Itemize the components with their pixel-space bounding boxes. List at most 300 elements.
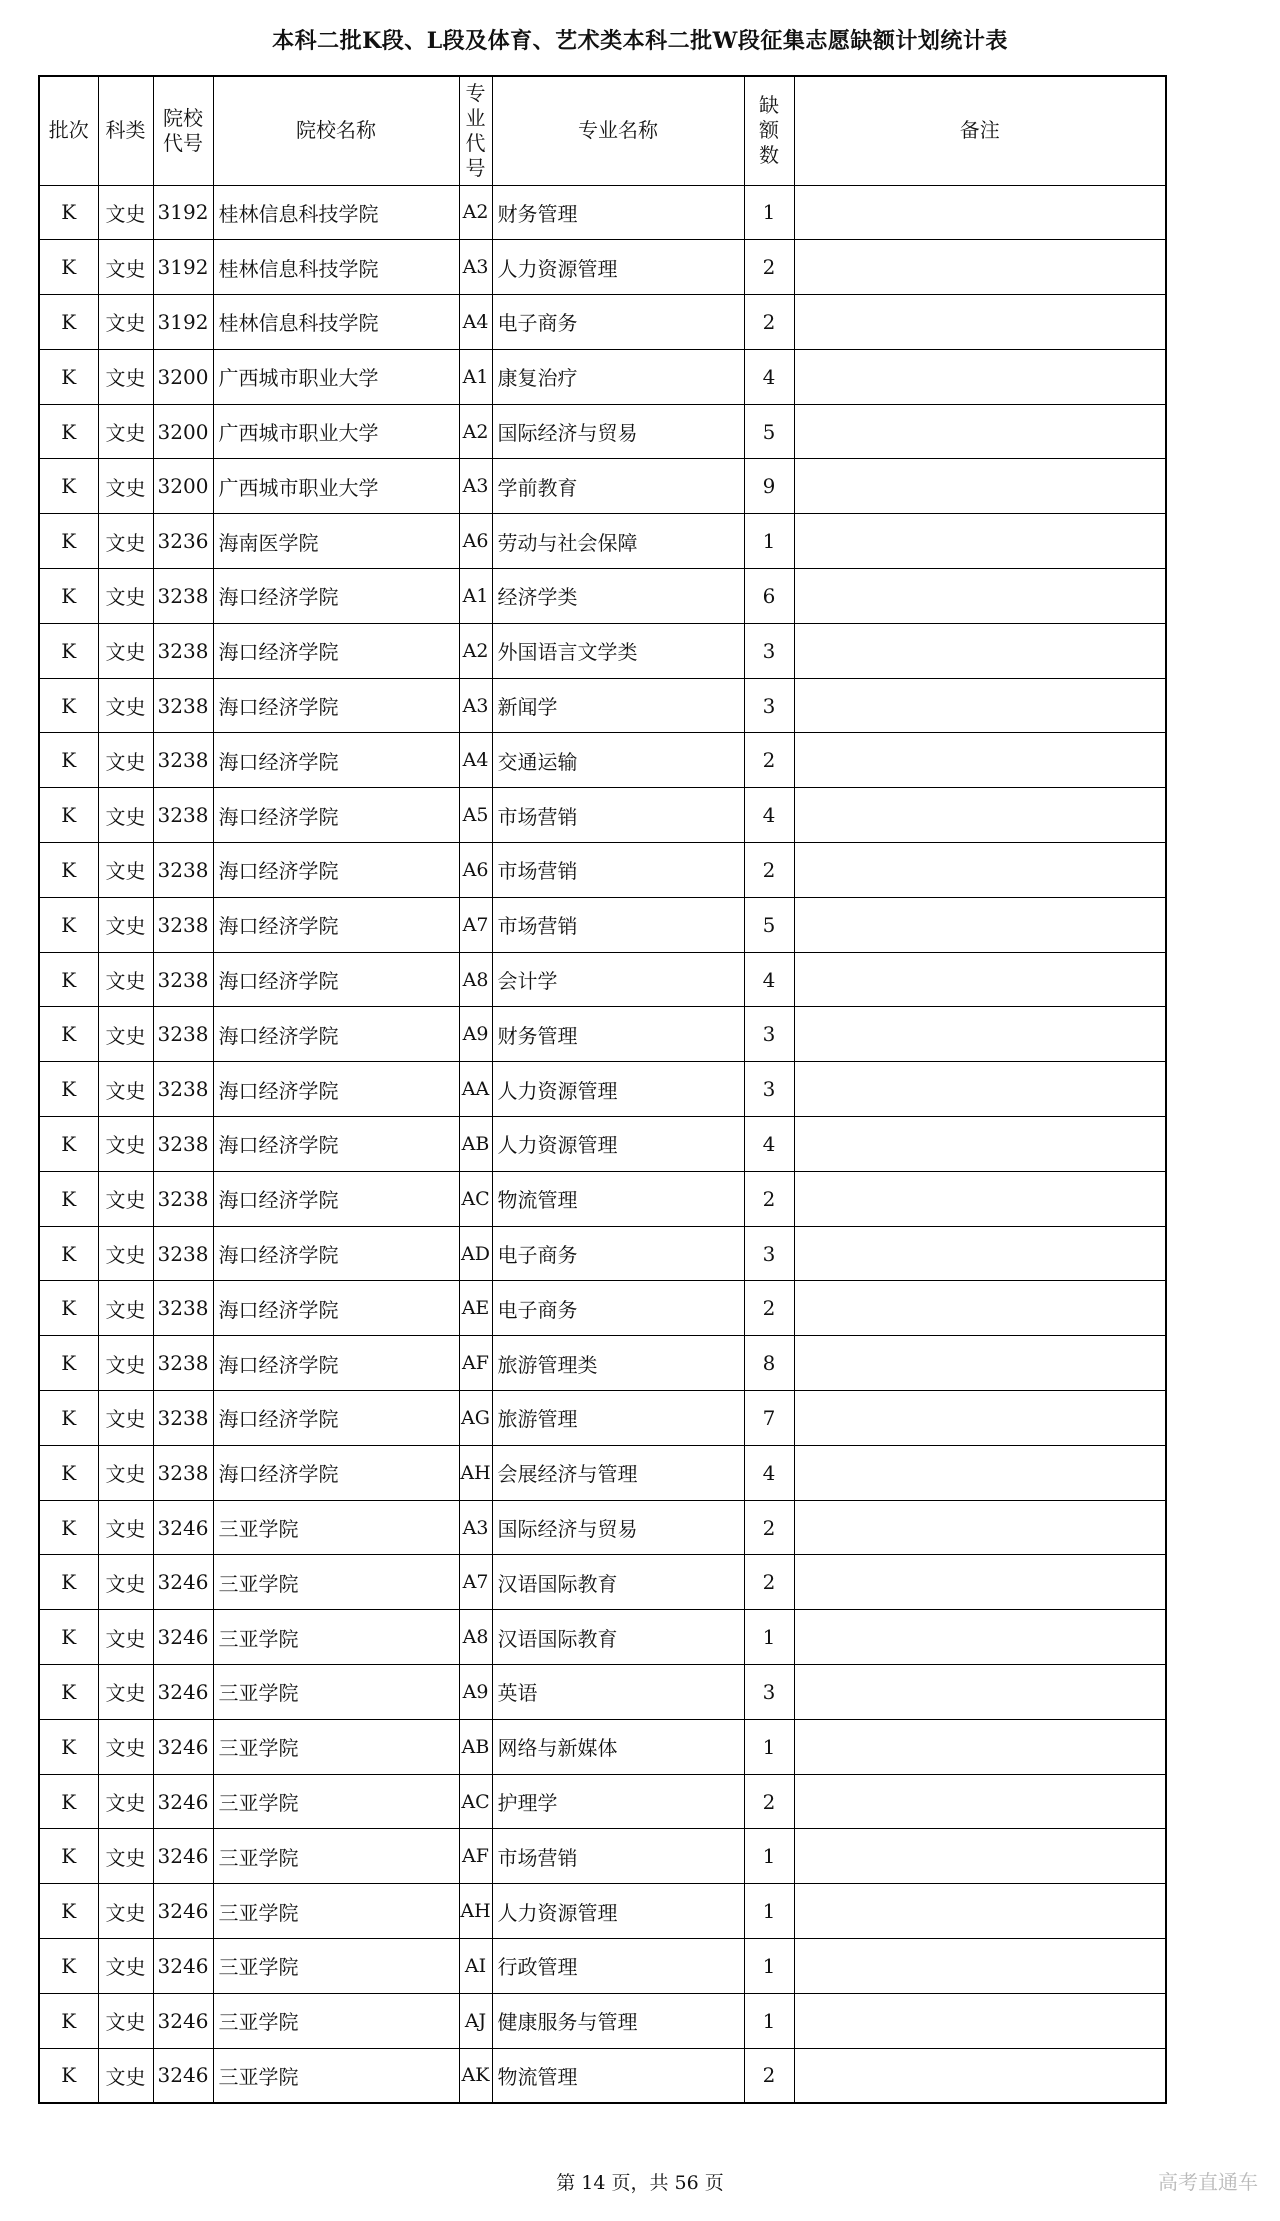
cell-major-code: AJ (459, 1993, 492, 2048)
cell-quota: 4 (744, 1117, 794, 1172)
cell-quota: 4 (744, 952, 794, 1007)
cell-quota: 3 (744, 1007, 794, 1062)
cell-quota: 1 (744, 1939, 794, 1994)
document-title: 本科二批K段、L段及体育、艺术类本科二批W段征集志愿缺额计划统计表 (272, 28, 1008, 54)
cell-batch: K (39, 1226, 98, 1281)
table-row (39, 952, 1166, 1007)
cell-school-name: 三亚学院 (213, 1610, 459, 1665)
cell-school-code: 3238 (153, 1226, 213, 1281)
cell-remark (794, 1062, 1166, 1117)
cell-school-name: 三亚学院 (213, 1665, 459, 1720)
cell-category: 文史 (98, 349, 153, 404)
cell-school-name: 广西城市职业大学 (213, 404, 459, 459)
cell-major-name: 行政管理 (492, 1939, 744, 1994)
cell-major-name: 人力资源管理 (492, 1884, 744, 1939)
cell-school-name: 海口经济学院 (213, 1007, 459, 1062)
cell-major-name: 康复治疗 (492, 349, 744, 404)
cell-remark (794, 459, 1166, 514)
cell-school-name: 广西城市职业大学 (213, 349, 459, 404)
cell-remark (794, 1665, 1166, 1720)
cell-school-name: 海口经济学院 (213, 952, 459, 1007)
cell-quota: 2 (744, 733, 794, 788)
table-row (39, 788, 1166, 843)
cell-category: 文史 (98, 1062, 153, 1117)
cell-major-name: 电子商务 (492, 295, 744, 350)
cell-major-name: 财务管理 (492, 185, 744, 240)
cell-major-code: AC (459, 1774, 492, 1829)
cell-school-code: 3246 (153, 1500, 213, 1555)
cell-major-code: A5 (459, 788, 492, 843)
cell-quota: 2 (744, 240, 794, 295)
table-row (39, 1719, 1166, 1774)
cell-major-code: A8 (459, 1610, 492, 1665)
cell-major-name: 电子商务 (492, 1281, 744, 1336)
cell-school-code: 3238 (153, 1117, 213, 1172)
cell-category: 文史 (98, 1555, 153, 1610)
cell-quota: 9 (744, 459, 794, 514)
table-row (39, 1993, 1166, 2048)
cell-major-code: A7 (459, 1555, 492, 1610)
cell-batch: K (39, 569, 98, 624)
table-row (39, 1884, 1166, 1939)
table-row (39, 1610, 1166, 1665)
cell-major-name: 经济学类 (492, 569, 744, 624)
cell-remark (794, 1391, 1166, 1446)
table-row (39, 897, 1166, 952)
cell-remark (794, 404, 1166, 459)
cell-quota: 5 (744, 897, 794, 952)
cell-category: 文史 (98, 733, 153, 788)
cell-major-name: 人力资源管理 (492, 1062, 744, 1117)
cell-remark (794, 788, 1166, 843)
cell-remark (794, 1610, 1166, 1665)
cell-major-code: A4 (459, 733, 492, 788)
header-quota: 缺额数 (744, 76, 794, 185)
cell-quota: 2 (744, 1774, 794, 1829)
header-batch: 批次 (39, 76, 98, 185)
cell-quota: 3 (744, 678, 794, 733)
cell-school-code: 3192 (153, 185, 213, 240)
cell-batch: K (39, 1719, 98, 1774)
cell-batch: K (39, 1939, 98, 1994)
cell-remark (794, 1829, 1166, 1884)
cell-school-code: 3238 (153, 788, 213, 843)
cell-school-code: 3236 (153, 514, 213, 569)
cell-remark (794, 1884, 1166, 1939)
table-row (39, 1226, 1166, 1281)
cell-category: 文史 (98, 897, 153, 952)
cell-major-name: 外国语言文学类 (492, 623, 744, 678)
table-row (39, 1939, 1166, 1994)
table-row (39, 733, 1166, 788)
cell-school-code: 3246 (153, 1665, 213, 1720)
cell-category: 文史 (98, 788, 153, 843)
cell-major-name: 旅游管理 (492, 1391, 744, 1446)
cell-remark (794, 185, 1166, 240)
cell-quota: 1 (744, 1993, 794, 2048)
cell-category: 文史 (98, 1884, 153, 1939)
cell-school-code: 3246 (153, 1555, 213, 1610)
cell-quota: 4 (744, 349, 794, 404)
cell-remark (794, 1171, 1166, 1226)
table-row (39, 1829, 1166, 1884)
table-body (39, 185, 1166, 2103)
table-row (39, 514, 1166, 569)
header-major-code: 专业代号 (459, 76, 492, 185)
cell-category: 文史 (98, 1939, 153, 1994)
cell-remark (794, 1939, 1166, 1994)
cell-school-name: 海口经济学院 (213, 1336, 459, 1391)
cell-quota: 1 (744, 1829, 794, 1884)
cell-batch: K (39, 1117, 98, 1172)
cell-major-code: AF (459, 1829, 492, 1884)
cell-remark (794, 678, 1166, 733)
cell-category: 文史 (98, 404, 153, 459)
cell-school-code: 3200 (153, 404, 213, 459)
page-number: 第 14 页，共 56 页 (556, 2172, 724, 2194)
cell-remark (794, 1719, 1166, 1774)
cell-major-code: AH (459, 1884, 492, 1939)
quota-table (38, 75, 1167, 2104)
cell-remark (794, 952, 1166, 1007)
cell-category: 文史 (98, 1391, 153, 1446)
cell-category: 文史 (98, 1336, 153, 1391)
cell-category: 文史 (98, 1500, 153, 1555)
cell-quota: 1 (744, 185, 794, 240)
cell-school-code: 3238 (153, 1281, 213, 1336)
cell-school-code: 3238 (153, 1391, 213, 1446)
cell-batch: K (39, 1993, 98, 2048)
cell-major-code: A3 (459, 1500, 492, 1555)
cell-major-name: 市场营销 (492, 1829, 744, 1884)
cell-school-name: 海口经济学院 (213, 733, 459, 788)
cell-category: 文史 (98, 1226, 153, 1281)
cell-quota: 3 (744, 1062, 794, 1117)
cell-remark (794, 349, 1166, 404)
cell-batch: K (39, 349, 98, 404)
cell-major-code: A9 (459, 1665, 492, 1720)
cell-quota: 2 (744, 295, 794, 350)
table-row (39, 2048, 1166, 2103)
table-row (39, 569, 1166, 624)
table-row (39, 1665, 1166, 1720)
cell-quota: 6 (744, 569, 794, 624)
cell-major-code: A3 (459, 678, 492, 733)
table-row (39, 1281, 1166, 1336)
table-row (39, 185, 1166, 240)
cell-batch: K (39, 295, 98, 350)
cell-school-code: 3238 (153, 1007, 213, 1062)
cell-category: 文史 (98, 952, 153, 1007)
cell-major-code: AB (459, 1719, 492, 1774)
cell-school-name: 海口经济学院 (213, 1445, 459, 1500)
cell-batch: K (39, 1007, 98, 1062)
cell-remark (794, 2048, 1166, 2103)
cell-major-code: AA (459, 1062, 492, 1117)
cell-remark (794, 1774, 1166, 1829)
cell-quota: 5 (744, 404, 794, 459)
cell-school-name: 海口经济学院 (213, 1391, 459, 1446)
cell-quota: 4 (744, 1445, 794, 1500)
cell-category: 文史 (98, 185, 153, 240)
cell-remark (794, 897, 1166, 952)
cell-remark (794, 1281, 1166, 1336)
cell-quota: 2 (744, 843, 794, 898)
cell-school-code: 3238 (153, 952, 213, 1007)
cell-remark (794, 514, 1166, 569)
cell-remark (794, 1555, 1166, 1610)
header-remark: 备注 (794, 76, 1166, 185)
cell-school-name: 三亚学院 (213, 1774, 459, 1829)
watermark-text: 高考直通车 (1158, 2170, 1258, 2194)
cell-major-code: A1 (459, 349, 492, 404)
cell-school-name: 三亚学院 (213, 1939, 459, 1994)
cell-batch: K (39, 185, 98, 240)
cell-major-name: 市场营销 (492, 788, 744, 843)
cell-batch: K (39, 843, 98, 898)
cell-remark (794, 240, 1166, 295)
cell-quota: 2 (744, 2048, 794, 2103)
cell-school-code: 3238 (153, 1445, 213, 1500)
cell-major-code: A9 (459, 1007, 492, 1062)
cell-major-name: 人力资源管理 (492, 1117, 744, 1172)
table-row (39, 1500, 1166, 1555)
cell-school-code: 3238 (153, 843, 213, 898)
cell-school-name: 海口经济学院 (213, 1226, 459, 1281)
cell-remark (794, 295, 1166, 350)
cell-quota: 2 (744, 1171, 794, 1226)
cell-school-name: 海口经济学院 (213, 623, 459, 678)
cell-major-code: A6 (459, 843, 492, 898)
cell-quota: 8 (744, 1336, 794, 1391)
cell-major-code: A4 (459, 295, 492, 350)
cell-batch: K (39, 733, 98, 788)
cell-school-name: 三亚学院 (213, 1884, 459, 1939)
cell-school-name: 海口经济学院 (213, 1062, 459, 1117)
table-row (39, 1555, 1166, 1610)
cell-batch: K (39, 1391, 98, 1446)
cell-major-code: AD (459, 1226, 492, 1281)
cell-category: 文史 (98, 514, 153, 569)
cell-school-name: 海口经济学院 (213, 897, 459, 952)
table-row (39, 1391, 1166, 1446)
cell-major-name: 旅游管理类 (492, 1336, 744, 1391)
cell-major-name: 物流管理 (492, 1171, 744, 1226)
cell-school-name: 海口经济学院 (213, 678, 459, 733)
cell-school-code: 3200 (153, 459, 213, 514)
cell-school-code: 3238 (153, 1171, 213, 1226)
cell-school-code: 3246 (153, 1610, 213, 1665)
table-row (39, 1007, 1166, 1062)
cell-remark (794, 1993, 1166, 2048)
cell-school-name: 海口经济学院 (213, 1117, 459, 1172)
cell-category: 文史 (98, 623, 153, 678)
cell-quota: 1 (744, 1610, 794, 1665)
cell-category: 文史 (98, 459, 153, 514)
cell-school-code: 3192 (153, 295, 213, 350)
table-row (39, 843, 1166, 898)
cell-major-name: 学前教育 (492, 459, 744, 514)
cell-category: 文史 (98, 569, 153, 624)
cell-school-name: 海口经济学院 (213, 843, 459, 898)
cell-major-code: A6 (459, 514, 492, 569)
cell-school-name: 海口经济学院 (213, 1281, 459, 1336)
cell-batch: K (39, 514, 98, 569)
cell-school-name: 海口经济学院 (213, 788, 459, 843)
cell-remark (794, 1007, 1166, 1062)
cell-major-name: 会展经济与管理 (492, 1445, 744, 1500)
cell-major-name: 劳动与社会保障 (492, 514, 744, 569)
cell-school-code: 3238 (153, 1336, 213, 1391)
cell-school-code: 3246 (153, 1993, 213, 2048)
cell-quota: 3 (744, 1665, 794, 1720)
table-row (39, 1171, 1166, 1226)
cell-category: 文史 (98, 1610, 153, 1665)
cell-school-name: 三亚学院 (213, 1555, 459, 1610)
table-row (39, 678, 1166, 733)
cell-major-name: 网络与新媒体 (492, 1719, 744, 1774)
cell-school-name: 海口经济学院 (213, 1171, 459, 1226)
cell-remark (794, 623, 1166, 678)
cell-school-name: 三亚学院 (213, 1993, 459, 2048)
cell-major-code: AI (459, 1939, 492, 1994)
cell-remark (794, 1500, 1166, 1555)
cell-batch: K (39, 1062, 98, 1117)
cell-category: 文史 (98, 1993, 153, 2048)
cell-batch: K (39, 1500, 98, 1555)
cell-major-code: A2 (459, 623, 492, 678)
cell-major-code: AG (459, 1391, 492, 1446)
cell-school-code: 3238 (153, 1062, 213, 1117)
cell-major-name: 交通运输 (492, 733, 744, 788)
cell-school-name: 桂林信息科技学院 (213, 185, 459, 240)
cell-batch: K (39, 240, 98, 295)
cell-school-code: 3246 (153, 1719, 213, 1774)
cell-category: 文史 (98, 1774, 153, 1829)
cell-batch: K (39, 1281, 98, 1336)
cell-category: 文史 (98, 240, 153, 295)
cell-school-name: 桂林信息科技学院 (213, 240, 459, 295)
cell-batch: K (39, 1774, 98, 1829)
table-row (39, 404, 1166, 459)
cell-batch: K (39, 897, 98, 952)
cell-school-name: 三亚学院 (213, 1829, 459, 1884)
cell-school-code: 3246 (153, 1939, 213, 1994)
header-school-name: 院校名称 (213, 76, 459, 185)
cell-remark (794, 1226, 1166, 1281)
header-category: 科类 (98, 76, 153, 185)
cell-school-code: 3238 (153, 678, 213, 733)
cell-major-code: AE (459, 1281, 492, 1336)
cell-remark (794, 733, 1166, 788)
cell-category: 文史 (98, 295, 153, 350)
table-row (39, 240, 1166, 295)
cell-major-name: 电子商务 (492, 1226, 744, 1281)
table-row (39, 623, 1166, 678)
table-row (39, 1117, 1166, 1172)
cell-quota: 2 (744, 1281, 794, 1336)
cell-major-code: A3 (459, 240, 492, 295)
cell-major-code: A3 (459, 459, 492, 514)
cell-category: 文史 (98, 1665, 153, 1720)
cell-school-code: 3246 (153, 1884, 213, 1939)
cell-batch: K (39, 1665, 98, 1720)
table-header-row (39, 76, 1166, 185)
cell-school-name: 海南医学院 (213, 514, 459, 569)
cell-batch: K (39, 1884, 98, 1939)
cell-category: 文史 (98, 2048, 153, 2103)
cell-major-name: 人力资源管理 (492, 240, 744, 295)
cell-major-name: 汉语国际教育 (492, 1610, 744, 1665)
cell-major-code: AF (459, 1336, 492, 1391)
cell-category: 文史 (98, 678, 153, 733)
cell-major-code: A7 (459, 897, 492, 952)
cell-batch: K (39, 1555, 98, 1610)
cell-category: 文史 (98, 843, 153, 898)
cell-school-name: 三亚学院 (213, 2048, 459, 2103)
cell-major-name: 护理学 (492, 1774, 744, 1829)
header-school-code: 院校代号 (153, 76, 213, 185)
cell-major-code: AB (459, 1117, 492, 1172)
cell-major-code: A2 (459, 185, 492, 240)
cell-quota: 1 (744, 1719, 794, 1774)
cell-major-name: 物流管理 (492, 2048, 744, 2103)
cell-category: 文史 (98, 1281, 153, 1336)
cell-remark (794, 1117, 1166, 1172)
cell-remark (794, 569, 1166, 624)
table-row (39, 1774, 1166, 1829)
cell-quota: 4 (744, 788, 794, 843)
cell-major-name: 新闻学 (492, 678, 744, 733)
cell-quota: 7 (744, 1391, 794, 1446)
cell-batch: K (39, 1829, 98, 1884)
cell-major-code: AC (459, 1171, 492, 1226)
cell-school-name: 三亚学院 (213, 1500, 459, 1555)
cell-batch: K (39, 459, 98, 514)
cell-school-code: 3192 (153, 240, 213, 295)
cell-school-code: 3246 (153, 2048, 213, 2103)
cell-major-code: AH (459, 1445, 492, 1500)
cell-batch: K (39, 678, 98, 733)
cell-remark (794, 1445, 1166, 1500)
cell-school-code: 3246 (153, 1774, 213, 1829)
cell-quota: 2 (744, 1500, 794, 1555)
cell-school-code: 3246 (153, 1829, 213, 1884)
cell-remark (794, 843, 1166, 898)
cell-school-name: 广西城市职业大学 (213, 459, 459, 514)
cell-major-name: 健康服务与管理 (492, 1993, 744, 2048)
cell-major-code: A8 (459, 952, 492, 1007)
table-row (39, 1062, 1166, 1117)
cell-quota: 2 (744, 1555, 794, 1610)
cell-batch: K (39, 952, 98, 1007)
cell-school-code: 3200 (153, 349, 213, 404)
cell-major-code: A2 (459, 404, 492, 459)
cell-major-name: 英语 (492, 1665, 744, 1720)
cell-school-code: 3238 (153, 897, 213, 952)
cell-major-name: 市场营销 (492, 897, 744, 952)
table-row (39, 1445, 1166, 1500)
table-row (39, 1336, 1166, 1391)
table-row (39, 459, 1166, 514)
cell-school-code: 3238 (153, 623, 213, 678)
cell-batch: K (39, 1336, 98, 1391)
cell-school-code: 3238 (153, 733, 213, 788)
cell-batch: K (39, 1171, 98, 1226)
cell-batch: K (39, 1445, 98, 1500)
cell-school-code: 3238 (153, 569, 213, 624)
cell-batch: K (39, 1610, 98, 1665)
